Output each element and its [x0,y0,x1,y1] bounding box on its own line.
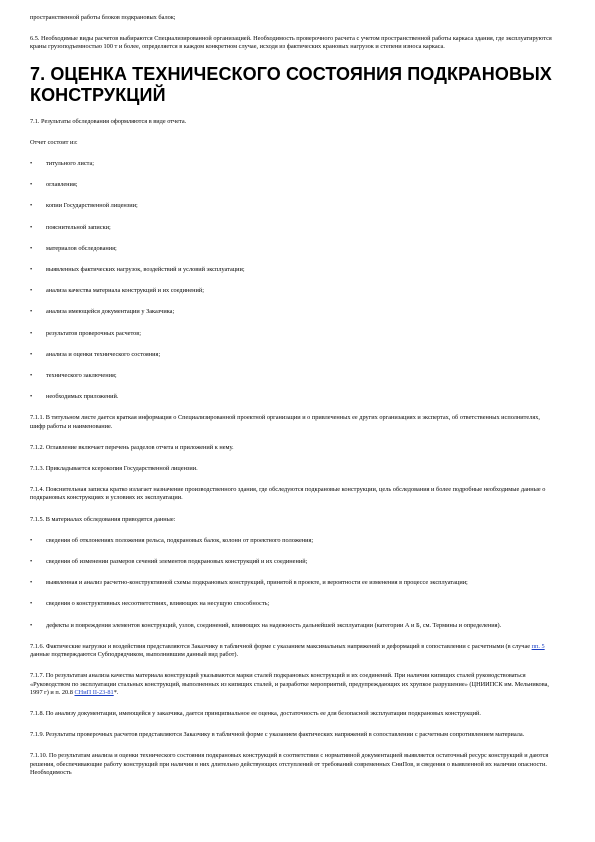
paragraph-7-1-7: 7.1.7. По результатам анализа качества материала конструкций указываются марки сталей подкрановых конструкций и их соединений. При наличии кипящих сталей руководствоваться «Руководством по эксплуатации стальных конструкций, выполненных из кипящих сталей, и разработке мероприятий, предупреждающих их хрупкое разрушение» (ЦНИИПСК им. Мельникова, 1997 г) и п. 20.8 СНиП II-23-81*. [30,672,549,696]
list-item: • копии Государственной лицензии; [30,202,138,210]
clause-link[interactable]: пп. 5 [531,642,545,650]
paragraph-7-1-3: 7.1.3. Прикладывается ксерокопия Государственной лицензии. [30,465,198,473]
bullet-icon: • [30,329,33,337]
list-item: • результатов проверочных расчетов; [30,329,141,337]
bullet-icon: • [30,600,33,608]
paragraph-7-1-9: 7.1.9. Результаты проверочных расчетов представляются Заказчику в табличной форме с указанием фактических напряжений в сопоставлении с расчетным сопротивлением материала. [30,731,525,739]
paragraph-7-1-1: 7.1.1. В титульном листе дается краткая информация о Специализированной проектной организации и о привлеченных ее других организациях и экспертах, об ответственных исполнителях, шифр работы и наименование. [30,414,540,430]
bullet-icon: • [30,579,33,587]
bullet-icon: • [30,621,33,629]
list-item: • анализа и оценки технического состояния; [30,350,161,358]
bullet-icon: • [30,393,33,401]
list-item: • дефекты и повреждения элементов конструкций, узлов, соединений, влияющих на надежность дальнейшей эксплуатации (категории А и Б, см. Термины и определения). [30,621,502,629]
list-item: • титульного листа; [30,160,95,168]
list-item: • сведения об изменении размеров сечений элементов подкрановых конструкций и их соединений; [30,558,308,566]
list-item: • сведения об отклонениях положения рельса, подкрановых балок, колонн от проектного положения; [30,536,314,544]
section-title: 7. ОЦЕНКА ТЕХНИЧЕСКОГО СОСТОЯНИЯ ПОДКРАНОВЫХ КОНСТРУКЦИЙ [30,63,552,105]
bullet-icon: • [30,160,33,168]
bullet-icon: • [30,350,33,358]
report-intro: Отчет состоит из: [30,138,78,146]
bullet-icon: • [30,287,33,295]
list-item: • материалов обследования; [30,244,117,252]
paragraph-7-1: 7.1. Результаты обследования оформляются в виде отчета. [30,117,187,125]
list-item: • выявленная и анализ расчетно-конструктивной схемы подкрановых конструкций, принятой в проекте, и вероятности ее изменения в процессе эксплуатации; [30,579,468,587]
paragraph-7-1-4: 7.1.4. Пояснительная записка кратко излагает назначение производственного здания, где обследуются подкрановые конструкции, цель обследования и более подробные необходимые данные о подкрановых конструкциях и условиях их эксплуатации. [30,486,546,502]
paragraph-6-5: 6.5. Необходимые виды расчетов выбираются Специализированной организацией. Необходимость проверочного расчета с учетом пространственной работы каркаса здания, где эксплуатируются краны грузоподъемностью 100 т и более, определяется в каждом конкретном случае, исходя из фактических крановых нагрузок и степени износа каркаса. [30,35,552,51]
bullet-icon: • [30,372,33,380]
bullet-icon: • [30,266,33,274]
report-contents-list [30,160,555,401]
paragraph-7-1-10: 7.1.10. По результатам анализа и оценки технического состояния подкрановых конструкций в соответствии с нормативной документацией выявляется остаточный ресурс конструкций и даются решения, обеспечивающие работу конструкций при наличии в них длительно действующих отступлений от требований современных СниПов, и сведения о выявленной их наличии опасности. Необходимость [30,752,549,776]
paragraph-7-1-8: 7.1.8. По анализу документации, имеющейся у заказчика, дается принципиальное ее оценка, достаточность ее для безопасной эксплуатации подкрановых конструкций. [30,709,481,717]
list-item: • анализа имеющейся документации у Заказчика; [30,308,175,316]
bullet-icon: • [30,202,33,210]
snip-link[interactable]: СНиП II-23-81 [74,688,114,696]
list-item: • анализа качества материала конструкций и их соединений; [30,287,205,295]
bullet-icon: • [30,536,33,544]
paragraph-7-1-6: 7.1.6. Фактические нагрузки и воздействия представляются Заказчику в табличной форме с указанием максимальных напряжений и деформаций в сопоставлении с расчетными (в случае пп. 5 данные подтверждаются Субподрядчиком, выполнившим данный вид работ). [30,642,545,659]
list-item: • необходимых приложений. [30,393,119,401]
list-item: • пояснительной записки; [30,223,111,231]
intro-fragment: пространственной работы блоков подкрановых балок; [30,14,176,21]
survey-materials-list [30,537,555,630]
bullet-icon: • [30,558,33,566]
bullet-icon: • [30,308,33,316]
bullet-icon: • [30,244,33,252]
bullet-icon: • [30,223,33,231]
list-item: • оглавления; [30,181,78,189]
list-item: • выявленных фактических нагрузок, воздействий и условий эксплуатации; [30,266,245,274]
paragraph-7-1-5: 7.1.5. В материалах обследования приводятся данные: [30,515,176,523]
bullet-icon: • [30,181,33,189]
paragraph-7-1-2: 7.1.2. Оглавление включает перечень разделов отчета и приложений к нему. [30,443,234,451]
list-item: • технического заключения; [30,372,117,380]
list-item: • сведения о конструктивных несоответствиях, влияющих на несущую способность; [30,600,270,608]
